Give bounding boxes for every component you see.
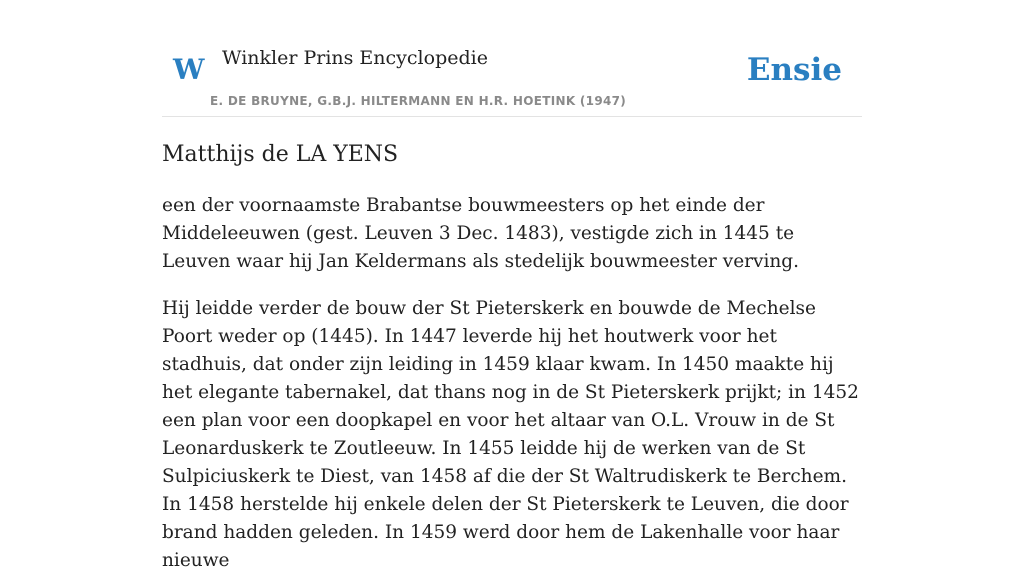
publication-title[interactable]: Winkler Prins Encyclopedie	[222, 47, 488, 69]
site-header	[162, 0, 862, 117]
publication-authors: E. DE BRUYNE, G.B.J. HILTERMANN EN H.R. HOETINK (1947)	[210, 94, 627, 108]
brand-logo[interactable]: Ensie	[746, 52, 842, 88]
article	[162, 136, 862, 575]
article-paragraph: Hij leidde verder de bouw der St Pieterskerk en bouwde de Mechelse Poort weder op (1445). In 1447 leverde hij het houtwerk voor het stadhuis, dat onder zijn leiding in 1459 klaar kwam. In 1450 maakte hij het elegante tabernakel, dat thans nog in de St Pieterskerk prijkt; in 1452 een plan voor een doopkapel en voor het altaar van O.L. Vrouw in de St Leonarduskerk te Zoutleeuw. In 1455 leidde hij de werken van de St Sulpiciuskerk te Diest, van 1458 af die der St Waltrudiskerk te Berchem. In 1458 herstelde hij enkele delen der St Pieterskerk te Leuven, die door brand hadden geleden. In 1459 werd door hem de Lakenhalle voor haar nieuwe	[162, 298, 859, 571]
article-paragraph: een der voornaamste Brabantse bouwmeesters op het einde der Middeleeuwen (gest. Leuven 3 Dec. 1483), vestigde zich in 1445 te Leuven waar hij Jan Keldermans als stedelijk bouwmeester verving.	[162, 195, 800, 272]
article-title: Matthijs de LA YENS	[162, 142, 399, 167]
publication-logo-icon[interactable]: W	[173, 53, 205, 86]
